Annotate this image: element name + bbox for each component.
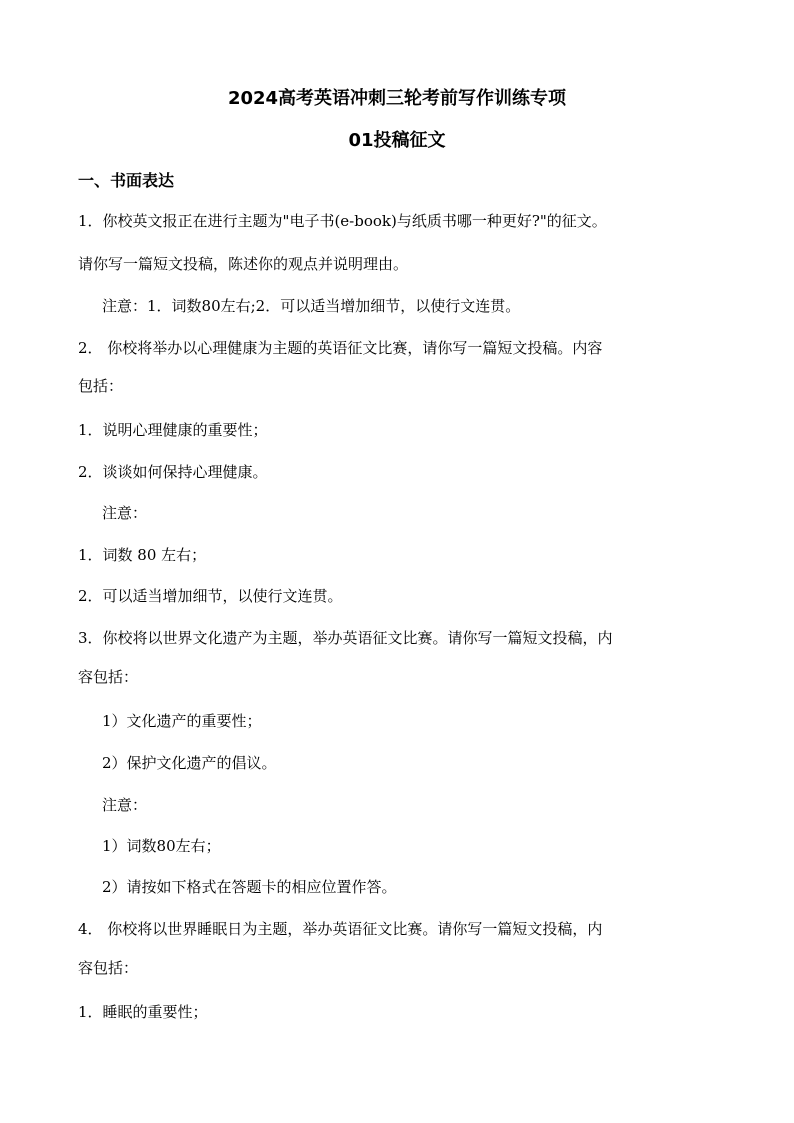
paragraph-line: 1）词数80左右； (102, 837, 221, 855)
document-title: 2024高考英语冲刺三轮考前写作训练专项 (227, 88, 567, 109)
paragraph-line: 容包括： (78, 668, 139, 686)
paragraph-line: 请你写一篇短文投稿，陈述你的观点并说明理由。 (78, 255, 409, 273)
paragraph-line: 容包括： (78, 959, 139, 977)
paragraph-line: 3．你校将以世界文化遗产为主题，举办英语征文比赛。请你写一篇短文投稿，内 (78, 629, 613, 647)
paragraph-line: 1）文化遗产的重要性； (102, 712, 262, 730)
document-subtitle: 01投稿征文 (348, 130, 446, 151)
paragraph-line: 注意： (102, 504, 148, 522)
paragraph-line: 2． 你校将举办以心理健康为主题的英语征文比赛，请你写一篇短文投稿。内容 (78, 339, 603, 357)
paragraph-line: 2．可以适当增加细节，以使行文连贯。 (78, 587, 343, 605)
paragraph-line: 1．说明心理健康的重要性； (78, 421, 268, 439)
paragraph-line: 4． 你校将以世界睡眠日为主题，举办英语征文比赛。请你写一篇短文投稿，内 (78, 920, 603, 938)
paragraph-line: 1．睡眠的重要性； (78, 1003, 208, 1021)
paragraph-line: 2）请按如下格式在答题卡的相应位置作答。 (102, 878, 397, 896)
paragraph-line: 包括： (78, 377, 124, 395)
paragraph-line: 1．你校英文报正在进行主题为"电子书(e-book)与纸质书哪一种更好?"的征文。 (78, 212, 607, 230)
paragraph-line: 2）保护文化遗产的倡议。 (102, 754, 277, 772)
paragraph-line: 2．谈谈如何保持心理健康。 (78, 463, 268, 481)
paragraph-line: 注意： (102, 796, 148, 814)
section-heading: 一、书面表达 (78, 171, 175, 190)
paragraph-line: 注意：1．词数80左右;2．可以适当增加细节，以使行文连贯。 (102, 297, 521, 315)
paragraph-line: 1．词数 80 左右； (78, 546, 207, 564)
